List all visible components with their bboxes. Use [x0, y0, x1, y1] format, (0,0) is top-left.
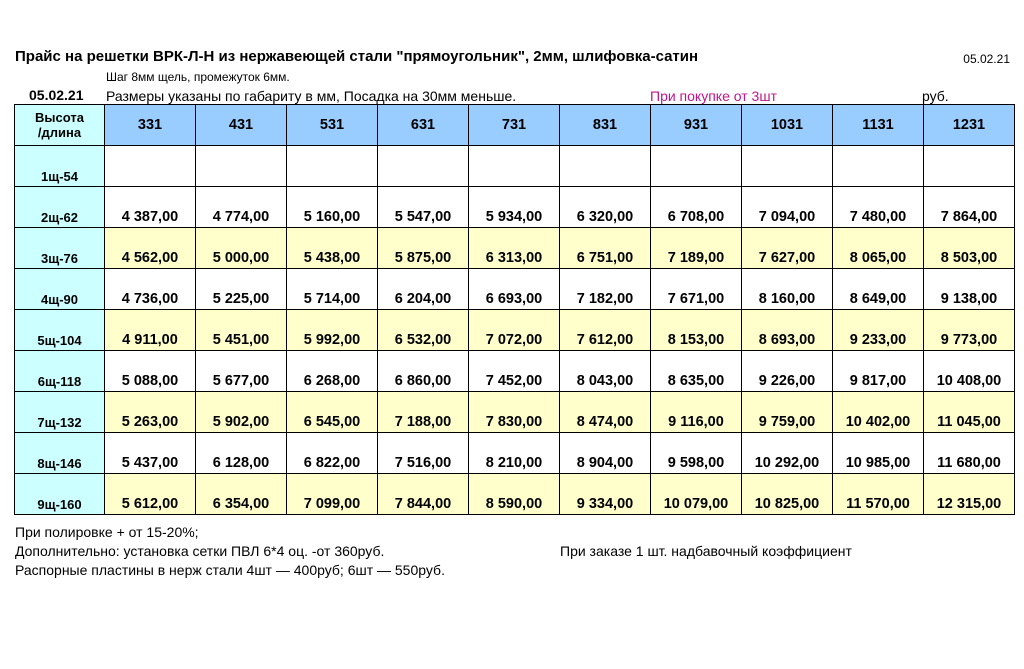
table-row	[15, 310, 1015, 351]
price-cell: 11 045,00	[924, 392, 1015, 433]
price-cell: 9 233,00	[833, 310, 924, 351]
price-cell	[105, 146, 196, 187]
price-cell: 7 452,00	[469, 351, 560, 392]
price-cell: 4 387,00	[105, 187, 196, 228]
price-cell: 7 099,00	[287, 474, 378, 515]
price-cell: 4 911,00	[105, 310, 196, 351]
price-cell: 6 532,00	[378, 310, 469, 351]
note-plates: Распорные пластины в нерж стали 4шт — 400руб; 6шт — 550руб.	[15, 562, 445, 578]
table-row	[15, 228, 1015, 269]
price-cell: 6 320,00	[560, 187, 651, 228]
price-cell: 6 693,00	[469, 269, 560, 310]
table-row	[15, 474, 1015, 515]
corner-line-2: /длина	[37, 125, 82, 140]
page-title: Прайс на решетки ВРК-Л-Н из нержавеющей стали "прямоугольник", 2мм, шлифовка-сатин	[15, 48, 699, 65]
price-cell: 6 822,00	[287, 433, 378, 474]
row-label: 7щ-132	[15, 392, 105, 433]
price-cell: 5 677,00	[196, 351, 287, 392]
price-cell: 9 334,00	[560, 474, 651, 515]
price-cell: 5 714,00	[287, 269, 378, 310]
price-cell	[287, 146, 378, 187]
table-row	[15, 187, 1015, 228]
price-cell: 6 268,00	[287, 351, 378, 392]
price-cell: 7 188,00	[378, 392, 469, 433]
price-cell: 5 225,00	[196, 269, 287, 310]
price-cell: 9 226,00	[742, 351, 833, 392]
price-cell	[560, 146, 651, 187]
price-table	[14, 104, 1015, 515]
promo-note: При покупке от 3шт	[650, 88, 777, 104]
price-cell: 4 562,00	[105, 228, 196, 269]
price-cell: 7 612,00	[560, 310, 651, 351]
price-cell: 7 516,00	[378, 433, 469, 474]
price-cell: 9 116,00	[651, 392, 742, 433]
price-cell	[196, 146, 287, 187]
price-cell: 7 189,00	[651, 228, 742, 269]
price-cell: 5 160,00	[287, 187, 378, 228]
price-cell	[378, 146, 469, 187]
price-cell: 9 598,00	[651, 433, 742, 474]
price-cell: 10 985,00	[833, 433, 924, 474]
price-cell: 8 153,00	[651, 310, 742, 351]
price-cell: 5 263,00	[105, 392, 196, 433]
price-cell	[833, 146, 924, 187]
price-cell: 7 671,00	[651, 269, 742, 310]
note-single-order: При заказе 1 шт. надбавочный коэффициент	[560, 543, 852, 559]
price-cell: 9 138,00	[924, 269, 1015, 310]
row-label: 8щ-146	[15, 433, 105, 474]
price-cell: 10 825,00	[742, 474, 833, 515]
note-mesh: Дополнительно: установка сетки ПВЛ 6*4 оц. -от 360руб.	[15, 543, 385, 559]
price-cell: 6 751,00	[560, 228, 651, 269]
price-cell: 7 830,00	[469, 392, 560, 433]
column-header: 931	[651, 105, 742, 146]
price-cell: 8 210,00	[469, 433, 560, 474]
date-left: 05.02.21	[29, 87, 84, 103]
price-cell: 8 043,00	[560, 351, 651, 392]
table-row	[15, 392, 1015, 433]
price-cell: 6 708,00	[651, 187, 742, 228]
row-label: 9щ-160	[15, 474, 105, 515]
column-header: 1031	[742, 105, 833, 146]
price-cell: 7 627,00	[742, 228, 833, 269]
corner-line-1: Высота	[35, 110, 84, 125]
price-cell: 7 182,00	[560, 269, 651, 310]
column-header: 731	[469, 105, 560, 146]
row-label: 6щ-118	[15, 351, 105, 392]
price-cell: 12 315,00	[924, 474, 1015, 515]
price-cell: 8 160,00	[742, 269, 833, 310]
price-cell: 6 354,00	[196, 474, 287, 515]
price-cell: 8 649,00	[833, 269, 924, 310]
price-cell: 5 875,00	[378, 228, 469, 269]
price-cell: 5 088,00	[105, 351, 196, 392]
price-cell: 11 680,00	[924, 433, 1015, 474]
price-cell	[742, 146, 833, 187]
price-cell: 7 844,00	[378, 474, 469, 515]
price-cell: 8 590,00	[469, 474, 560, 515]
table-row	[15, 269, 1015, 310]
column-header: 1131	[833, 105, 924, 146]
column-header: 631	[378, 105, 469, 146]
price-cell: 5 902,00	[196, 392, 287, 433]
price-cell: 8 635,00	[651, 351, 742, 392]
row-label: 4щ-90	[15, 269, 105, 310]
note-polishing: При полировке + от 15-20%;	[15, 524, 199, 540]
row-label: 1щ-54	[15, 146, 105, 187]
sizes-note: Размеры указаны по габариту в мм, Посадка на 30мм меньше.	[106, 88, 517, 104]
price-cell: 5 437,00	[105, 433, 196, 474]
price-cell: 8 065,00	[833, 228, 924, 269]
price-cell: 5 612,00	[105, 474, 196, 515]
table-row	[15, 146, 1015, 187]
price-cell: 5 000,00	[196, 228, 287, 269]
price-cell: 9 773,00	[924, 310, 1015, 351]
currency-label: руб.	[922, 88, 949, 104]
price-cell: 8 503,00	[924, 228, 1015, 269]
price-cell: 5 934,00	[469, 187, 560, 228]
price-cell: 8 474,00	[560, 392, 651, 433]
price-cell: 7 094,00	[742, 187, 833, 228]
price-cell: 4 774,00	[196, 187, 287, 228]
price-cell: 7 072,00	[469, 310, 560, 351]
price-cell: 6 545,00	[287, 392, 378, 433]
price-cell: 5 451,00	[196, 310, 287, 351]
step-note: Шаг 8мм щель, промежуток 6мм.	[106, 70, 290, 84]
price-cell: 10 292,00	[742, 433, 833, 474]
price-cell: 8 904,00	[560, 433, 651, 474]
price-cell: 10 408,00	[924, 351, 1015, 392]
table-row	[15, 433, 1015, 474]
price-cell: 7 480,00	[833, 187, 924, 228]
price-cell: 10 402,00	[833, 392, 924, 433]
price-cell: 4 736,00	[105, 269, 196, 310]
price-cell: 6 204,00	[378, 269, 469, 310]
price-cell: 8 693,00	[742, 310, 833, 351]
price-cell	[651, 146, 742, 187]
price-cell: 9 759,00	[742, 392, 833, 433]
row-label: 2щ-62	[15, 187, 105, 228]
price-cell: 6 128,00	[196, 433, 287, 474]
column-header: 831	[560, 105, 651, 146]
price-cell: 7 864,00	[924, 187, 1015, 228]
price-cell: 6 313,00	[469, 228, 560, 269]
date-top: 05.02.21	[963, 52, 1010, 66]
table-body	[15, 146, 1015, 515]
price-cell	[469, 146, 560, 187]
price-cell: 5 992,00	[287, 310, 378, 351]
row-label: 5щ-104	[15, 310, 105, 351]
table-row	[15, 351, 1015, 392]
corner-cell	[15, 105, 105, 146]
price-cell: 5 438,00	[287, 228, 378, 269]
price-cell: 11 570,00	[833, 474, 924, 515]
price-cell: 10 079,00	[651, 474, 742, 515]
column-header: 431	[196, 105, 287, 146]
price-cell: 9 817,00	[833, 351, 924, 392]
row-label: 3щ-76	[15, 228, 105, 269]
column-header: 331	[105, 105, 196, 146]
header-row	[15, 105, 1015, 146]
column-header: 1231	[924, 105, 1015, 146]
price-cell: 5 547,00	[378, 187, 469, 228]
column-header: 531	[287, 105, 378, 146]
price-cell: 6 860,00	[378, 351, 469, 392]
price-cell	[924, 146, 1015, 187]
